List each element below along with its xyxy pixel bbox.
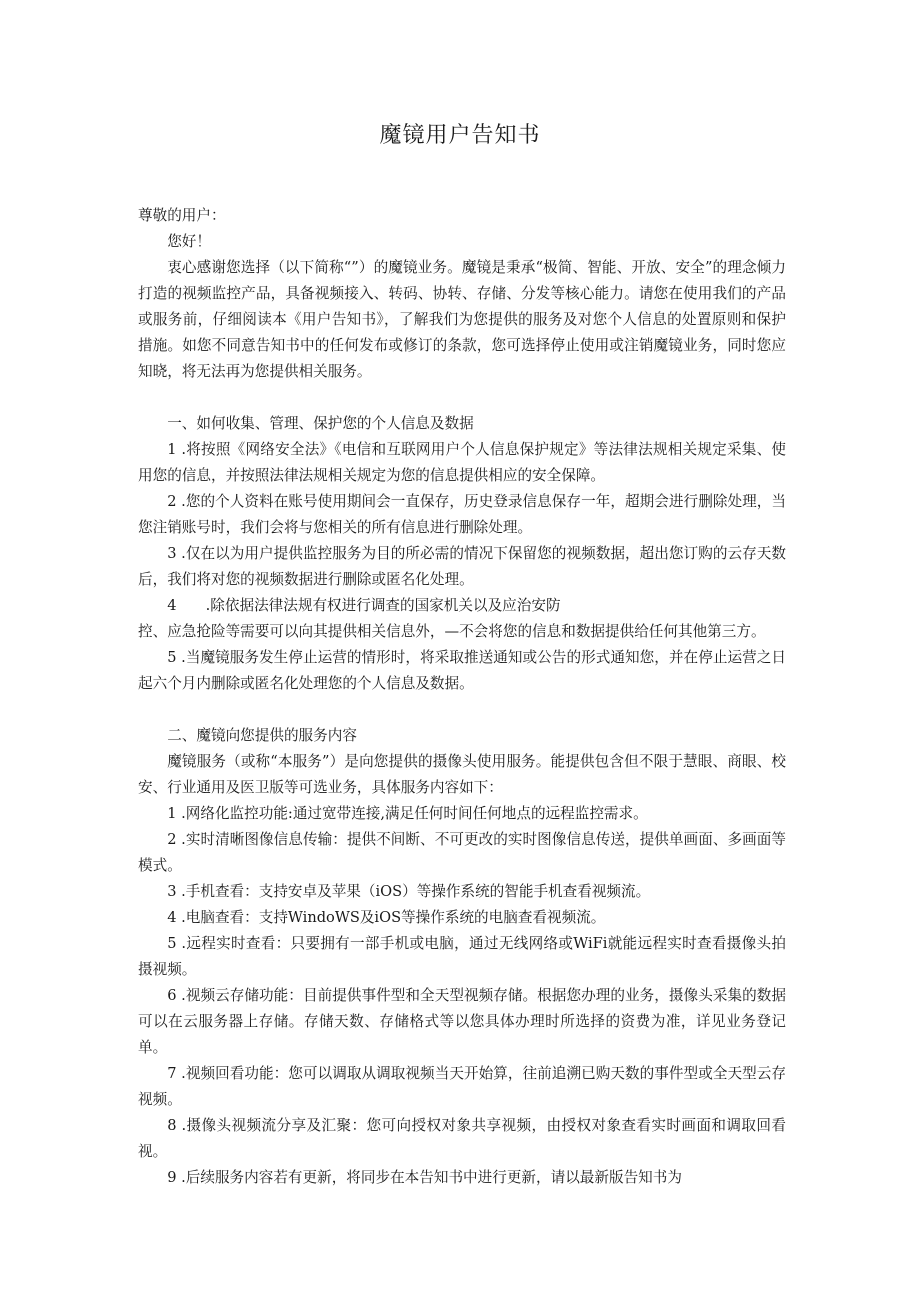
section-1-item-continuation: 控、应急抢险等需要可以向其提供相关信息外，—不会将您的信息和数据提供给任何其他第三方。	[138, 623, 766, 640]
section-1-item: 5 .当魔镜服务发生停止运营的情形时，将采取推送通知或公告的形式通知您，并在停止运营之日起六个月内删除或匿名化处理您的个人信息及数据。	[138, 649, 786, 692]
intro-paragraph: 衷心感谢您选择（以下简称“”）的魔镜业务。魔镜是秉承“极简、智能、开放、安全”的理念倾力打造的视频监控产品，具备视频接入、转码、协转、存储、分发等核心能力。请您在使用我们的产品或服务前，仔细阅读本《用户告知书》，了解我们为您提供的服务及对您个人信息的处置原则和保护措施。如您不同意告知书中的任何发布或修订的条款，您可选择停止使用或注销魔镜业务，同时您应知晓，将无法再为您提供相关服务。	[138, 259, 786, 380]
section-2-item: 7 .视频回看功能：您可以调取从调取视频当天开始算，往前追溯已购天数的事件型或全天型云存视频。	[138, 1065, 786, 1108]
section-2-intro: 魔镜服务（或称“本服务”）是向您提供的摄像头使用服务。能提供包含但不限于慧眼、商眼、校安、行业通用及医卫版等可选业务，具体服务内容如下：	[138, 753, 786, 796]
spacer	[138, 697, 786, 723]
section-2-item: 5 .远程实时查看：只要拥有一部手机或电脑，通过无线网络或WiFi就能远程实时查看摄像头拍摄视频。	[138, 935, 786, 978]
section-1-item: 2 .您的个人资料在账号使用期间会一直保存，历史登录信息保存一年，超期会进行删除处理，当您注销账号时，我们会将与您相关的所有信息进行删除处理。	[138, 493, 786, 536]
section-1-item: 1 .将按照《网络安全法》《电信和互联网用户个人信息保护规定》等法律法规相关规定采集、使用您的信息，并按照法律法规相关规定为您的信息提供相应的安全保障。	[138, 441, 786, 484]
section-2-item: 2 .实时清晰图像信息传输：提供不间断、不可更改的实时图像信息传送，提供单画面、多画面等模式。	[138, 831, 786, 874]
salutation: 尊敬的用户：	[138, 207, 226, 224]
section-1-item: 3 .仅在以为用户提供监控服务为目的所必需的情况下保留您的视频数据，超出您订购的云存天数后，我们将对您的视频数据进行删除或匿名化处理。	[138, 545, 786, 588]
section-2-heading: 二、魔镜向您提供的服务内容	[167, 727, 357, 744]
section-2-item: 6 .视频云存储功能：目前提供事件型和全天型视频存储。根据您办理的业务，摄像头采集的数据可以在云服务器上存储。存储天数、存储格式等以您具体办理时所选择的资费为准，详见业务登记单。	[138, 987, 786, 1056]
section-1-item: 4 .除依据法律法规有权进行调查的国家机关以及应治安防	[167, 597, 561, 614]
document-body	[138, 203, 786, 1191]
section-2-item: 9 .后续服务内容若有更新，将同步在本告知书中进行更新，请以最新版告知书为	[167, 1169, 682, 1186]
document-title: 魔镜用户告知书	[379, 123, 541, 148]
greeting: 您好！	[167, 233, 211, 250]
section-2-item: 1 .网络化监控功能:通过宽带连接,满足任何时间任何地点的远程监控需求。	[167, 805, 648, 822]
section-2-item: 4 .电脑查看：支持WindoWS及iOS等操作系统的电脑查看视频流。	[167, 909, 606, 926]
section-2-item: 8 .摄像头视频流分享及汇聚：您可向授权对象共享视频，由授权对象查看实时画面和调取回看视。	[138, 1117, 786, 1160]
spacer	[138, 385, 786, 411]
section-2-item: 3 .手机查看：支持安卓及苹果（iOS）等操作系统的智能手机查看视频流。	[167, 883, 651, 900]
section-1-heading: 一、如何收集、管理、保护您的个人信息及数据	[167, 415, 474, 432]
